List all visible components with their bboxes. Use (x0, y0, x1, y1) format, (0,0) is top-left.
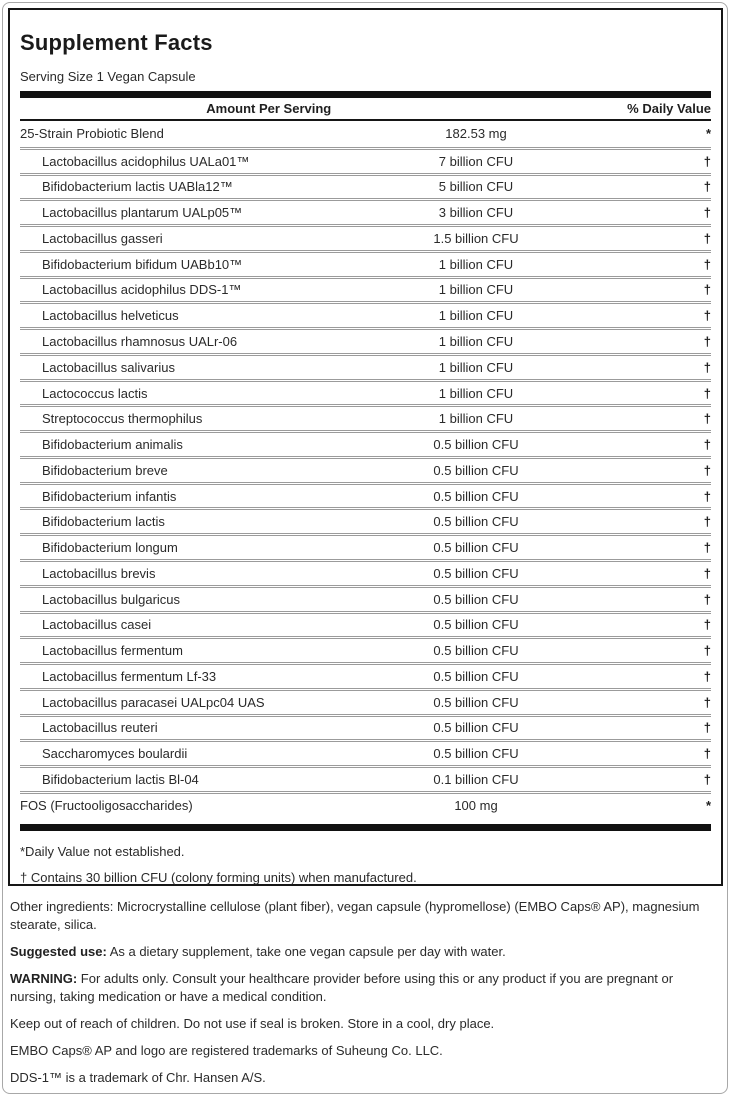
ingredient-name: Saccharomyces boulardii (42, 746, 188, 762)
ingredient-daily-value: † (703, 617, 711, 633)
ingredient-amount: 0.5 billion CFU (433, 565, 519, 581)
ingredient-daily-value: † (703, 668, 711, 684)
ingredient-row (20, 765, 711, 791)
ingredient-name: Lactobacillus bulgaricus (42, 591, 181, 607)
ingredient-row (20, 611, 711, 637)
ingredient-name: Lactobacillus salivarius (42, 359, 175, 375)
warning-text (10, 970, 720, 1006)
ingredient-name: Lactobacillus reuteri (42, 720, 158, 736)
dds-trademark-text: DDS-1™ is a trademark of Chr. Hansen A/S. (10, 1070, 266, 1085)
ingredient-name: Lactobacillus rhamnosus UALr-06 (42, 334, 238, 349)
ingredient-amount: 3 billion CFU (438, 205, 514, 221)
ingredient-row (20, 430, 711, 456)
ingredient-daily-value: † (703, 462, 711, 478)
ingredient-row (20, 301, 711, 327)
ingredient-name: Lactobacillus plantarum UALp05™ (42, 205, 243, 221)
ingredient-amount: 5 billion CFU (438, 179, 514, 195)
daily-value-footnote: *Daily Value not established. (20, 843, 185, 859)
ingredient-name: Bifidobacterium lactis UABla12™ (42, 179, 233, 195)
ingredient-row (20, 224, 711, 250)
suggested-use-label: Suggested use: (10, 944, 107, 959)
ingredient-name: Lactobacillus casei (42, 617, 152, 633)
ingredient-row (20, 404, 711, 430)
ingredient-daily-value: † (703, 591, 711, 607)
ingredient-row (20, 276, 711, 302)
percent-daily-value-header: % Daily Value (627, 101, 711, 116)
supplement-facts-panel (8, 8, 723, 886)
ingredient-row (20, 559, 711, 585)
ingredient-amount: 0.5 billion CFU (433, 488, 519, 504)
ingredient-amount: 0.5 billion CFU (433, 437, 519, 453)
ingredient-amount: 0.5 billion CFU (433, 643, 519, 659)
ingredient-row (20, 533, 711, 559)
embo-trademark-text: EMBO Caps® AP and logo are registered trademarks of Suheung Co. LLC. (10, 1043, 443, 1058)
ingredient-daily-value: † (703, 282, 711, 298)
supplement-facts-title: Supplement Facts (20, 30, 213, 55)
serving-size-text: Serving Size 1 Vegan Capsule (20, 69, 196, 84)
ingredient-amount: 0.5 billion CFU (433, 617, 519, 633)
ingredient-daily-value: † (703, 308, 711, 324)
ingredient-daily-value: † (703, 334, 711, 349)
ingredient-amount: 0.5 billion CFU (433, 668, 519, 684)
ingredient-name: Bifidobacterium lactis Bl-04 (42, 772, 199, 788)
ingredient-name: Lactobacillus gasseri (42, 230, 163, 246)
ingredient-row (20, 456, 711, 482)
ingredient-row (20, 327, 711, 353)
suggested-use-text (10, 943, 720, 961)
ingredient-amount: 1 billion CFU (438, 359, 514, 375)
ingredient-daily-value: * (705, 126, 711, 142)
ingredient-daily-value: † (703, 205, 711, 221)
amount-per-serving-header: Amount Per Serving (206, 101, 332, 116)
other-ingredients-text: Other ingredients: Microcrystalline cellulose (plant fiber), vegan capsule (hypromellose) (EMBO Caps® AP), magnesium stearate, silica. (10, 899, 700, 932)
warning-body: For adults only. Consult your healthcare provider before using this or any product if you are pregnant or nursing, taking medication or have a medical condition. (10, 971, 674, 1004)
thick-rule-bottom (20, 824, 711, 831)
ingredient-name: Bifidobacterium bifidum UABb10™ (42, 256, 243, 272)
ingredient-row (20, 688, 711, 714)
ingredient-amount: 7 billion CFU (438, 153, 514, 169)
ingredient-daily-value: † (703, 565, 711, 581)
ingredient-amount: 1 billion CFU (438, 256, 514, 272)
ingredient-row (20, 739, 711, 765)
ingredient-row (20, 507, 711, 533)
ingredient-daily-value: † (703, 359, 711, 375)
ingredient-amount: 0.5 billion CFU (433, 462, 519, 478)
ingredient-name: Lactobacillus paracasei UALpc04 UAS (42, 694, 265, 710)
ingredient-name: Lactobacillus acidophilus UALa01™ (42, 153, 250, 169)
ingredient-amount: 0.1 billion CFU (433, 772, 519, 788)
ingredient-amount: 182.53 mg (445, 126, 507, 142)
ingredient-amount: 0.5 billion CFU (433, 694, 519, 710)
suggested-use-body: As a dietary supplement, take one vegan capsule per day with water. (106, 944, 506, 959)
ingredient-name: Streptococcus thermophilus (42, 411, 203, 427)
ingredient-name: Lactobacillus fermentum Lf-33 (42, 668, 217, 684)
ingredient-row (20, 662, 711, 688)
ingredient-rows (20, 121, 711, 817)
ingredient-name: Bifidobacterium breve (42, 462, 168, 478)
ingredient-row (20, 353, 711, 379)
ingredient-row (20, 379, 711, 405)
ingredient-amount: 0.5 billion CFU (433, 514, 519, 530)
warning-label: WARNING: (10, 971, 78, 986)
keep-out-of-reach-text: Keep out of reach of children. Do not use if seal is broken. Store in a cool, dry place. (10, 1016, 495, 1031)
ingredient-name: Bifidobacterium animalis (42, 437, 183, 453)
ingredient-amount: 1.5 billion CFU (433, 230, 519, 246)
ingredient-daily-value: † (703, 514, 711, 530)
thick-rule-top (20, 91, 711, 98)
ingredient-name: Lactobacillus fermentum (42, 643, 183, 659)
ingredient-name: Bifidobacterium infantis (42, 488, 177, 504)
ingredient-daily-value: † (703, 488, 711, 504)
ingredient-daily-value: † (703, 153, 711, 169)
ingredient-daily-value: † (703, 230, 711, 246)
ingredient-daily-value: † (703, 694, 711, 710)
ingredient-amount: 0.5 billion CFU (433, 720, 519, 736)
label-details (10, 898, 720, 1096)
ingredient-daily-value: † (703, 643, 711, 659)
ingredient-name: Lactobacillus helveticus (42, 308, 179, 324)
ingredient-daily-value: † (703, 179, 711, 195)
ingredient-row (20, 636, 711, 662)
ingredient-name: 25-Strain Probiotic Blend (20, 126, 164, 142)
ingredient-daily-value: † (703, 540, 711, 556)
ingredient-amount: 1 billion CFU (438, 282, 514, 298)
ingredient-name: Lactococcus lactis (42, 385, 148, 401)
ingredient-daily-value: † (703, 720, 711, 736)
ingredient-daily-value: † (703, 385, 711, 401)
ingredient-row (20, 173, 711, 199)
ingredient-row (20, 147, 711, 173)
ingredient-name: Lactobacillus brevis (42, 565, 156, 581)
ingredient-name: FOS (Fructooligosaccharides) (20, 797, 193, 813)
ingredient-row (20, 482, 711, 508)
ingredient-row (20, 791, 711, 817)
ingredient-daily-value: * (705, 797, 711, 813)
ingredient-name: Bifidobacterium lactis (42, 514, 165, 530)
ingredient-amount: 1 billion CFU (438, 334, 514, 349)
cfu-footnote: † Contains 30 billion CFU (colony forming units) when manufactured. (20, 869, 417, 885)
table-header-row (20, 98, 711, 119)
ingredient-daily-value: † (703, 437, 711, 453)
ingredient-amount: 1 billion CFU (438, 411, 514, 427)
ingredient-amount: 0.5 billion CFU (433, 540, 519, 556)
ingredient-daily-value: † (703, 411, 711, 427)
ingredient-name: Lactobacillus acidophilus DDS-1™ (42, 282, 242, 298)
ingredient-daily-value: † (703, 772, 711, 788)
ingredient-amount: 1 billion CFU (438, 385, 514, 401)
ingredient-row (20, 714, 711, 740)
ingredient-amount: 100 mg (454, 797, 498, 813)
ingredient-amount: 1 billion CFU (438, 308, 514, 324)
ingredient-amount: 0.5 billion CFU (433, 591, 519, 607)
ingredient-daily-value: † (703, 746, 711, 762)
ingredient-row (20, 121, 711, 147)
ingredient-amount: 0.5 billion CFU (433, 746, 519, 762)
ingredient-name: Bifidobacterium longum (42, 540, 178, 556)
ingredient-row (20, 198, 711, 224)
ingredient-row (20, 250, 711, 276)
ingredient-row (20, 585, 711, 611)
ingredient-daily-value: † (703, 256, 711, 272)
